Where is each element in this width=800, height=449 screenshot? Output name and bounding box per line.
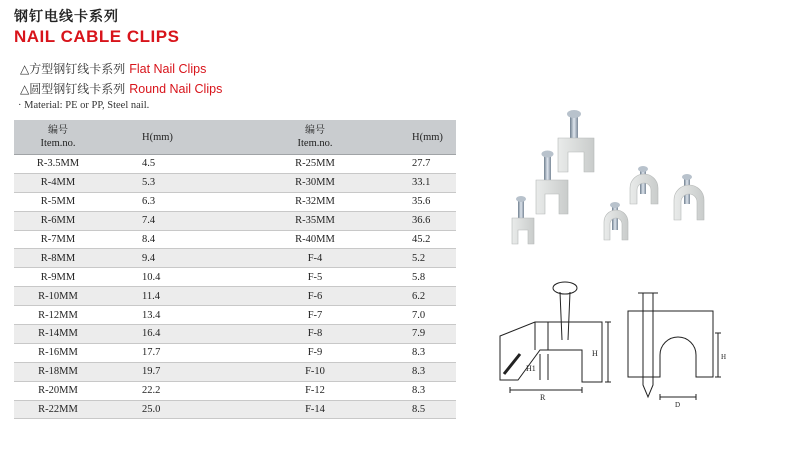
cell-item2: R-32MM bbox=[272, 192, 358, 211]
cell-h2: 5.2 bbox=[358, 249, 456, 268]
cell-item: R-12MM bbox=[14, 306, 102, 325]
cell-item: R-6MM bbox=[14, 211, 102, 230]
table-row bbox=[14, 192, 456, 211]
table-row bbox=[14, 211, 456, 230]
cell-h2: 8.3 bbox=[358, 343, 456, 362]
series-flat bbox=[20, 60, 206, 77]
cell-h2: 35.6 bbox=[358, 192, 456, 211]
cell-item2: F-14 bbox=[272, 400, 358, 419]
label-round-d: D bbox=[675, 401, 681, 409]
cell-h2: 33.1 bbox=[358, 173, 456, 192]
clip-4 bbox=[630, 166, 658, 204]
table-row bbox=[14, 343, 456, 362]
cell-h2: 6.2 bbox=[358, 287, 456, 306]
series-round-cn: △圆型钢钉线卡系列 bbox=[20, 82, 126, 96]
cell-item2: F-7 bbox=[272, 306, 358, 325]
cell-item2: F-6 bbox=[272, 287, 358, 306]
cell-item: R-20MM bbox=[14, 381, 102, 400]
label-round-h: H bbox=[721, 353, 727, 361]
table-row bbox=[14, 381, 456, 400]
table-row bbox=[14, 173, 456, 192]
series-flat-en: Flat Nail Clips bbox=[129, 62, 207, 76]
cell-h: 10.4 bbox=[102, 268, 272, 287]
cell-item: R-5MM bbox=[14, 192, 102, 211]
clip-6 bbox=[604, 202, 628, 240]
table-row bbox=[14, 287, 456, 306]
col-item-cn: 编号 bbox=[48, 125, 68, 136]
cell-h: 4.5 bbox=[102, 155, 272, 174]
cell-item: R-8MM bbox=[14, 249, 102, 268]
cell-item: R-7MM bbox=[14, 230, 102, 249]
col-item-en: Item.no. bbox=[40, 138, 76, 149]
label-r: R bbox=[540, 393, 546, 402]
table-row bbox=[14, 306, 456, 325]
series-round-en: Round Nail Clips bbox=[129, 82, 223, 96]
cell-item2: F-8 bbox=[272, 325, 358, 344]
cell-item: R-4MM bbox=[14, 173, 102, 192]
cell-h: 7.4 bbox=[102, 211, 272, 230]
table-row bbox=[14, 400, 456, 419]
cell-h2: 8.5 bbox=[358, 400, 456, 419]
cell-item: R-10MM bbox=[14, 287, 102, 306]
table-row bbox=[14, 155, 456, 174]
cell-item2: R-25MM bbox=[272, 155, 358, 174]
cell-item2: R-35MM bbox=[272, 211, 358, 230]
cell-h: 22.2 bbox=[102, 381, 272, 400]
cell-item2: F-5 bbox=[272, 268, 358, 287]
cell-h2: 45.2 bbox=[358, 230, 456, 249]
label-h: H bbox=[592, 349, 598, 358]
cell-item: R-14MM bbox=[14, 325, 102, 344]
spec-table bbox=[14, 120, 456, 419]
cell-item: R-18MM bbox=[14, 362, 102, 381]
col-h: H(mm) bbox=[102, 120, 272, 155]
col-h2: H(mm) bbox=[358, 120, 456, 155]
label-h1: H1 bbox=[526, 364, 536, 373]
cell-item2: R-40MM bbox=[272, 230, 358, 249]
cell-h2: 5.8 bbox=[358, 268, 456, 287]
cell-h: 6.3 bbox=[102, 192, 272, 211]
col-item bbox=[14, 120, 102, 155]
col-item2 bbox=[272, 120, 358, 155]
table-header-row bbox=[14, 120, 456, 155]
cell-h: 25.0 bbox=[102, 400, 272, 419]
cell-item2: F-4 bbox=[272, 249, 358, 268]
cell-h: 11.4 bbox=[102, 287, 272, 306]
table-row bbox=[14, 362, 456, 381]
cell-h: 19.7 bbox=[102, 362, 272, 381]
clip-1 bbox=[558, 110, 594, 172]
series-flat-cn: △方型钢钉线卡系列 bbox=[20, 62, 126, 76]
cell-h: 9.4 bbox=[102, 249, 272, 268]
cell-h2: 7.9 bbox=[358, 325, 456, 344]
col-item2-cn: 编号 bbox=[305, 125, 325, 136]
cell-h: 17.7 bbox=[102, 343, 272, 362]
product-photo bbox=[508, 108, 748, 258]
cell-item: R-16MM bbox=[14, 343, 102, 362]
cell-item: R-22MM bbox=[14, 400, 102, 419]
cell-item: R-9MM bbox=[14, 268, 102, 287]
clip-3 bbox=[512, 196, 534, 244]
table-row bbox=[14, 249, 456, 268]
table-row bbox=[14, 230, 456, 249]
cell-h2: 8.3 bbox=[358, 381, 456, 400]
page-title: NAIL CABLE CLIPS bbox=[14, 27, 180, 46]
table-row bbox=[14, 268, 456, 287]
cell-h: 13.4 bbox=[102, 306, 272, 325]
cell-item2: F-9 bbox=[272, 343, 358, 362]
cell-h: 8.4 bbox=[102, 230, 272, 249]
cell-item: R-3.5MM bbox=[14, 155, 102, 174]
cell-h2: 7.0 bbox=[358, 306, 456, 325]
table-body bbox=[14, 155, 456, 419]
cell-item2: R-30MM bbox=[272, 173, 358, 192]
cell-h: 16.4 bbox=[102, 325, 272, 344]
cell-item2: F-10 bbox=[272, 362, 358, 381]
cell-h2: 27.7 bbox=[358, 155, 456, 174]
table-row bbox=[14, 325, 456, 344]
col-item2-en: Item.no. bbox=[297, 138, 333, 149]
flat-clip-drawing bbox=[490, 270, 620, 410]
clip-5 bbox=[674, 174, 704, 220]
cell-item2: F-12 bbox=[272, 381, 358, 400]
series-round bbox=[20, 80, 222, 97]
page-title-chinese: 钢钉电线卡系列 bbox=[14, 9, 119, 25]
cell-h2: 36.6 bbox=[358, 211, 456, 230]
cell-h2: 8.3 bbox=[358, 362, 456, 381]
cell-h: 5.3 bbox=[102, 173, 272, 192]
round-clip-drawing bbox=[618, 285, 728, 415]
material-note: · Material: PE or PP, Steel nail. bbox=[18, 100, 150, 111]
